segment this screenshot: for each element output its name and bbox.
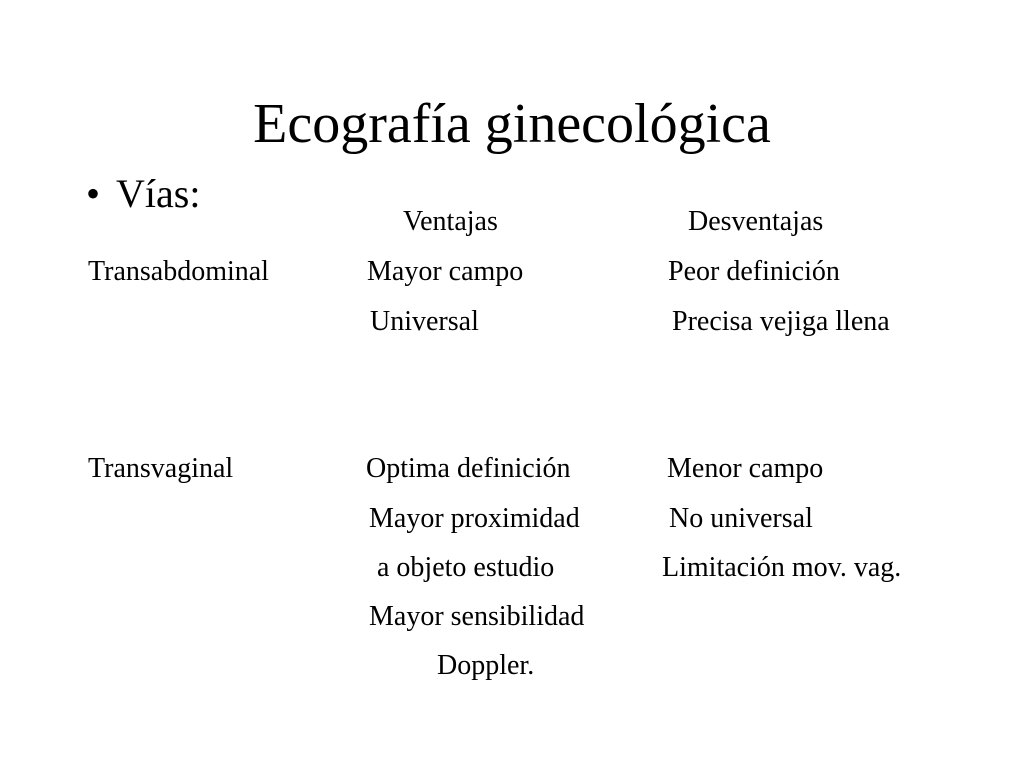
transvaginal-ventaja-3: a objeto estudio xyxy=(370,552,555,583)
transvaginal-ventaja-4: Mayor sensibilidad xyxy=(369,601,585,632)
slide-title: Ecografía ginecológica xyxy=(253,93,771,155)
row-label-transvaginal: Transvaginal xyxy=(88,453,234,484)
row-label-transabdominal: Transabdominal xyxy=(88,256,269,287)
transabdominal-ventaja-2: Universal xyxy=(370,306,479,337)
bullet-text: Vías: xyxy=(116,171,201,216)
transvaginal-desventaja-2: No universal xyxy=(669,503,813,534)
transvaginal-ventaja-5: Doppler. xyxy=(437,650,535,681)
bullet-item-vias xyxy=(86,171,201,216)
transabdominal-desventaja-1: Peor definición xyxy=(668,256,840,287)
transvaginal-desventaja-3: Limitación mov. vag. xyxy=(662,552,902,583)
transabdominal-ventaja-1: Mayor campo xyxy=(367,256,524,287)
transvaginal-desventaja-1: Menor campo xyxy=(667,453,824,484)
transvaginal-ventaja-2: Mayor proximidad xyxy=(369,503,580,534)
bullet-marker: • xyxy=(86,171,101,216)
header-desventajas: Desventajas xyxy=(688,206,824,237)
transvaginal-ventaja-1: Optima definición xyxy=(366,453,571,484)
transabdominal-desventaja-2: Precisa vejiga llena xyxy=(672,306,890,337)
header-ventajas: Ventajas xyxy=(403,206,498,237)
